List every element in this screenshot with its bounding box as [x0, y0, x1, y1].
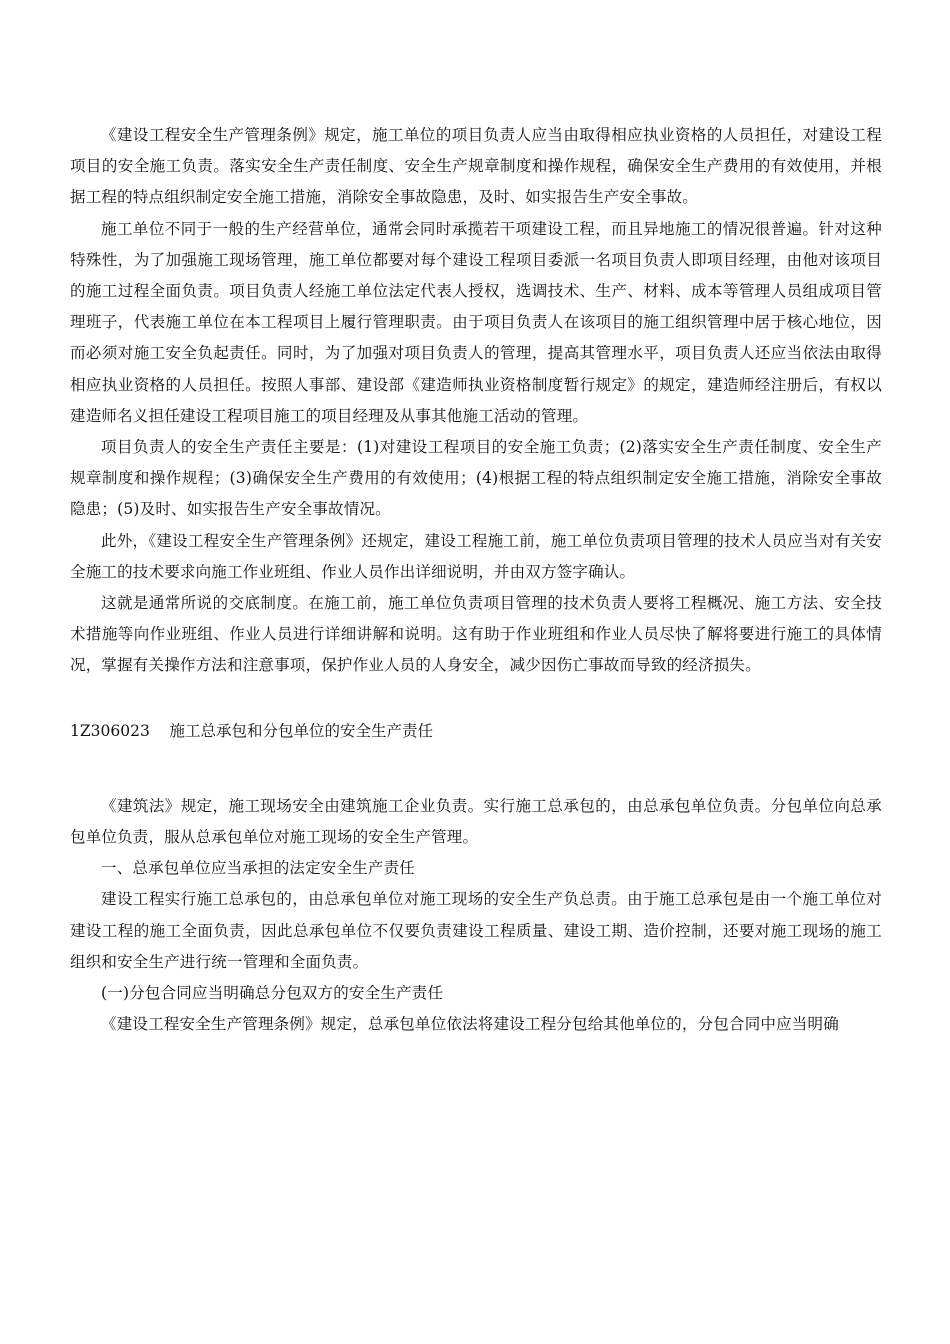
subheading-general-contractor-duties: 一、总承包单位应当承担的法定安全生产责任	[101, 859, 416, 878]
section-title: 施工总承包和分包单位的安全生产责任	[169, 721, 434, 740]
paragraph-general-contractor-overall: 建设工程实行施工总承包的，由总承包单位对施工现场的安全生产负总责。由于施工总承包是由一个施工单位对建设工程的施工全面负责，因此总承包单位不仅要负责建设工程质量、建设工期、造价控制，还要对施工现场的施工组织和安全生产进行统一管理和全面负责。	[70, 890, 882, 971]
subheading-subcontract-contract: (一)分包合同应当明确总分包双方的安全生产责任	[101, 984, 444, 1003]
paragraph-construction-unit-nature: 施工单位不同于一般的生产经营单位，通常会同时承揽若干项建设工程，而且异地施工的情况很普遍。针对这种特殊性，为了加强施工现场管理，施工单位都要对每个建设工程项目委派一名项目负责人即项目经理，由他对该项目的施工过程全面负责。项目负责人经施工单位法定代表人授权，选调技术、生产、材料、成本等管理人员组成项目管理班子，代表施工单位在本工程项目上履行管理职责。由于项目负责人在该项目的施工组织管理中居于核心地位，因而必须对施工安全负起责任。同时，为了加强对项目负责人的管理，提高其管理水平，项目负责人还应当依法由取得相应执业资格的人员担任。按照人事部、建设部《建造师执业资格制度暂行规定》的规定，建造师经注册后，有权以建造师名义担任建设工程项目施工的项目经理及从事其他施工活动的管理。	[70, 219, 882, 425]
paragraph-project-leader-regulation: 《建设工程安全生产管理条例》规定，施工单位的项目负责人应当由取得相应执业资格的人员担任，对建设工程项目的安全施工负责。落实安全生产责任制度、安全生产规章制度和操作规程，确保安全生产费用的有效使用，并根据工程的特点组织制定安全施工措施，消除安全事故隐患，及时、如实报告生产安全事故。	[70, 126, 882, 207]
paragraph-technical-briefing-rule: 此外，《建设工程安全生产管理条例》还规定，建设工程施工前，施工单位负责项目管理的技术人员应当对有关安全施工的技术要求向施工作业班组、作业人员作出详细说明，并由双方签字确认。	[70, 531, 882, 581]
paragraph-briefing-system: 这就是通常所说的交底制度。在施工前，施工单位负责项目管理的技术负责人要将工程概况、施工方法、安全技术措施等向作业班组、作业人员进行详细讲解和说明。这有助于作业班组和作业人员尽快了解将要进行施工的具体情况，掌握有关操作方法和注意事项，保护作业人员的人身安全，减少因伤亡事故而导致的经济损失。	[70, 594, 882, 675]
paragraph-subcontract-regulation: 《建设工程安全生产管理条例》规定，总承包单位依法将建设工程分包给其他单位的，分包合同中应当明确	[101, 1015, 839, 1034]
section-code: 1Z306023	[70, 721, 150, 740]
section-spacer	[70, 682, 882, 716]
document-page	[70, 120, 882, 1040]
heading-spacer	[70, 747, 882, 791]
paragraph-construction-law: 《建筑法》规定，施工现场安全由建筑施工企业负责。实行施工总承包的，由总承包单位负责。分包单位向总承包单位负责，服从总承包单位对施工现场的安全生产管理。	[70, 796, 882, 847]
section-heading	[70, 716, 882, 747]
paragraph-leader-responsibilities: 项目负责人的安全生产责任主要是：(1)对建设工程项目的安全施工负责；(2)落实安全生产责任制度、安全生产规章制度和操作规程；(3)确保安全生产费用的有效使用；(4)根据工程的特点组织制定安全施工措施，消除安全事故隐患；(5)及时、如实报告生产安全事故情况。	[70, 438, 882, 519]
